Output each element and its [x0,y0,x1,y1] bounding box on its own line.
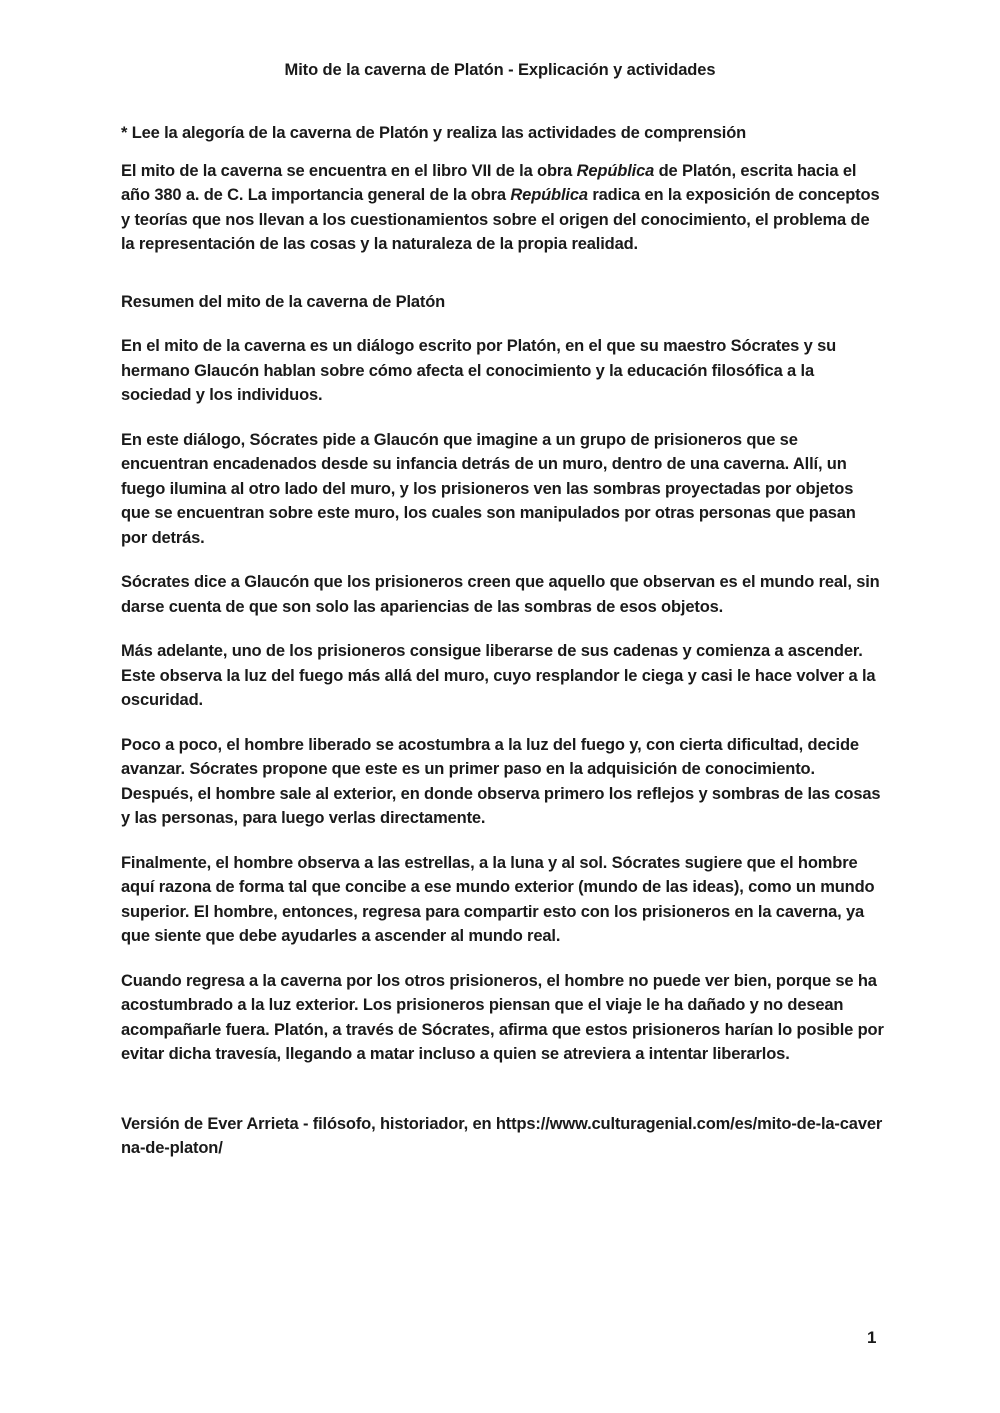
summary-paragraph: En este diálogo, Sócrates pide a Glaucón que imagine a un grupo de prisioneros que se encuentran encadenados desde su infancia detrás de un muro, dentro de una caverna. Allí, un fuego ilumina al otro lado del muro, y los prisioneros ven las sombras proyectadas por objetos que se encuentran sobre este muro, los cuales son manipulados por otras personas que pasan por detrás. [121,430,856,547]
summary-paragraph: Poco a poco, el hombre liberado se acostumbra a la luz del fuego y, con cierta dificultad, decide avanzar. Sócrates propone que este es un primer paso en la adquisición de conocimiento. Después, el hombre sale al exterior, en donde observa primero los reflejos y sombras de las cosas y las personas, para luego verlas directamente. [121,735,881,827]
source-citation: Versión de Ever Arrieta - filósofo, historiador, en https://www.culturagenial.com/es/mito-de-la-caverna-de-platon/ [121,1114,883,1157]
intro-text-2: de Platón, escrita hacia el año 380 a. de C. La importancia general de la obra [121,161,857,204]
section-heading: Resumen del mito de la caverna de Platón [121,292,446,311]
intro-italic-title-2: República [510,186,588,204]
instruction-text: * Lee la alegoría de la caverna de Platón y realiza las actividades de comprensión [121,124,747,142]
document-title: Mito de la caverna de Platón - Explicación y actividades [284,61,716,79]
intro-text-3: radica en la exposición de conceptos y teorías que nos llevan a los cuestionamientos sobre el origen del conocimiento, el problema de la representación de las cosas y la naturaleza de la propia realidad. [121,186,880,253]
summary-paragraph: Finalmente, el hombre observa a las estrellas, a la luna y al sol. Sócrates sugiere que el hombre aquí razona de forma tal que concibe a ese mundo exterior (mundo de las ideas), como un mundo superior. El hombre, entonces, regresa para compartir esto con los prisioneros en la caverna, ya que siente que debe ayudarles a ascender al mundo real. [121,853,875,945]
intro-italic-title-1: República [576,161,655,180]
summary-paragraph: En el mito de la caverna es un diálogo escrito por Platón, en el que su maestro Sócrates y su hermano Glaucón hablan sobre cómo afecta el conocimiento y la educación filosófica a la sociedad y los individuos. [121,337,837,404]
document-body [121,121,886,1161]
summary-paragraph: Sócrates dice a Glaucón que los prisioneros creen que aquello que observan es el mundo real, sin darse cuenta de que son solo las apariencias de las sombras de esos objetos. [121,573,880,616]
intro-text-1: El mito de la caverna se encuentra en el libro VII de la obra [121,161,577,180]
intro-paragraph [121,159,886,257]
summary-paragraph: Más adelante, uno de los prisioneros consigue liberarse de sus cadenas y comienza a ascender. Este observa la luz del fuego más allá del muro, cuyo resplandor le ciega y casi le hace volver a la oscuridad. [121,642,876,709]
page-number: 1 [867,1328,877,1347]
summary-paragraph: Cuando regresa a la caverna por los otros prisioneros, el hombre no puede ver bien, porque se ha acostumbrado a la luz exterior. Los prisioneros piensan que el viaje le ha dañado y no desean acompañarle fuera. Platón, a través de Sócrates, afirma que estos prisioneros harían lo posible por evitar dicha travesía, llegando a matar incluso a quien se atreviera a intentar liberarlos. [121,971,884,1063]
